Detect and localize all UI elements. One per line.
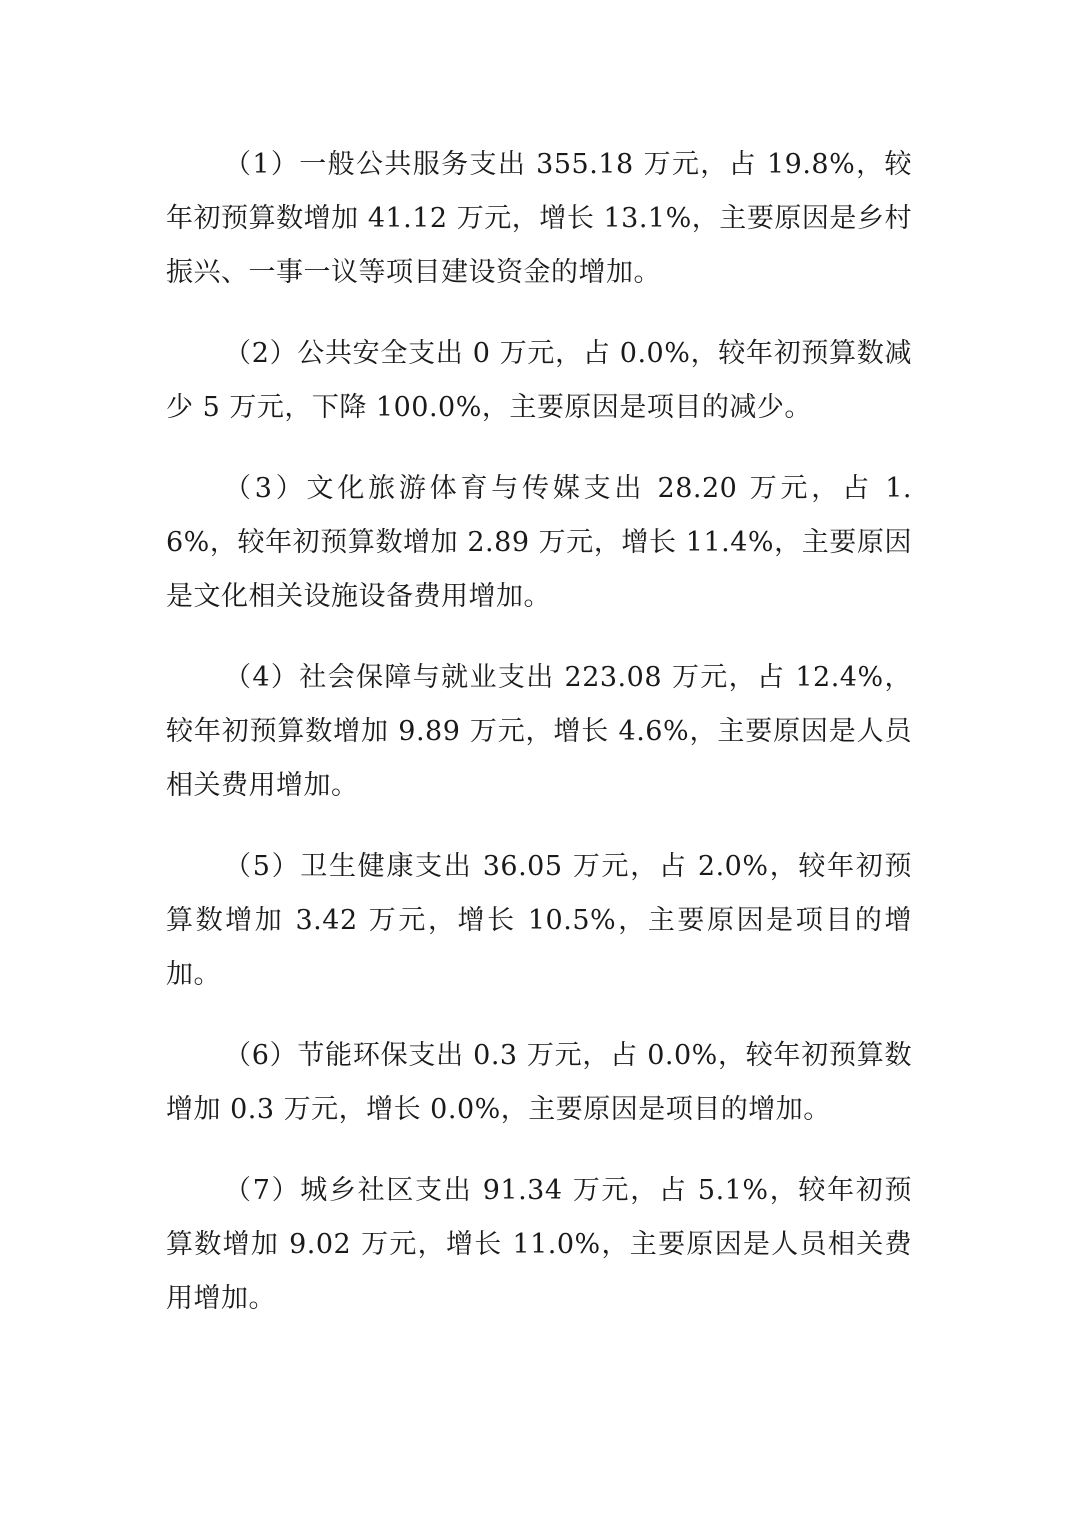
paragraph-health: （5）卫生健康支出 36.05 万元，占 2.0%，较年初预算数增加 3.42 万元，增长 10.5%，主要原因是项目的增加。: [166, 851, 912, 990]
paragraph-energy-environment: （6）节能环保支出 0.3 万元，占 0.0%，较年初预算数增加 0.3 万元，增长 0.0%，主要原因是项目的增加。: [166, 1040, 912, 1125]
document-body: [166, 138, 912, 1353]
paragraph-urban-rural-community: （7）城乡社区支出 91.34 万元，占 5.1%，较年初预算数增加 9.02 万元，增长 11.0%，主要原因是人员相关费用增加。: [166, 1175, 912, 1314]
paragraph-public-security: （2）公共安全支出 0 万元，占 0.0%，较年初预算数减少 5 万元，下降 100.0%，主要原因是项目的减少。: [166, 338, 912, 423]
paragraph-social-security-employment: （4）社会保障与就业支出 223.08 万元，占 12.4%，较年初预算数增加 9.89 万元，增长 4.6%，主要原因是人员相关费用增加。: [166, 662, 912, 801]
paragraph-general-public-services: （1）一般公共服务支出 355.18 万元，占 19.8%，较年初预算数增加 41.12 万元，增长 13.1%，主要原因是乡村振兴、一事一议等项目建设资金的增加。: [166, 149, 912, 288]
paragraph-culture-tourism-sports-media: （3）文化旅游体育与传媒支出 28.20 万元，占 1.6%，较年初预算数增加 2.89 万元，增长 11.4%，主要原因是文化相关设施设备费用增加。: [166, 473, 912, 612]
